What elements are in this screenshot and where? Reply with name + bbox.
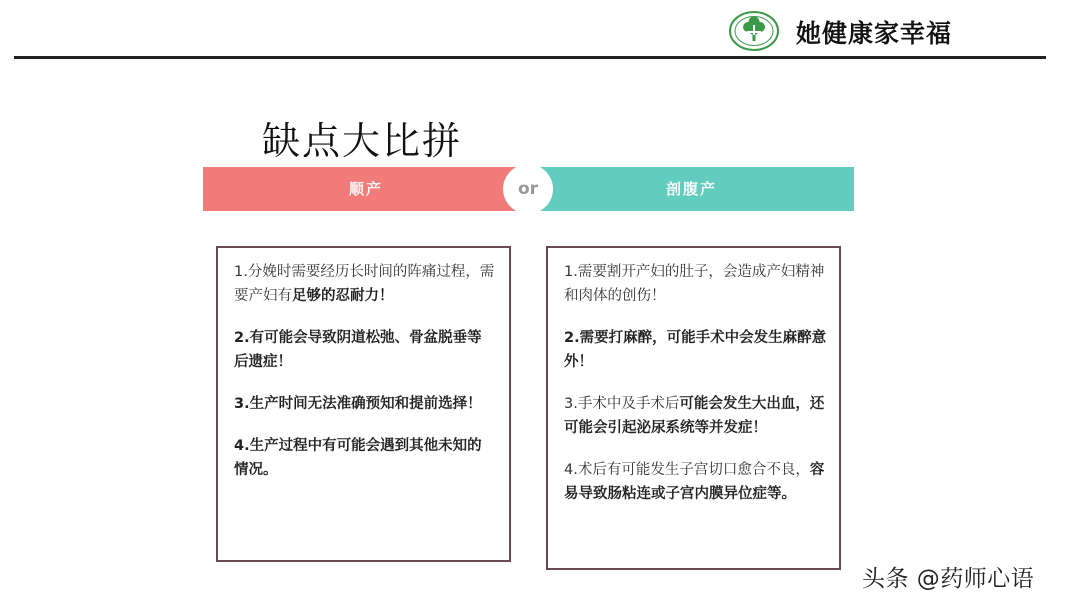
item-emphasis: 4.生产过程中有可能会遇到其他未知的情况。 <box>234 438 482 478</box>
header-title: 她健康家幸福 <box>796 19 953 48</box>
item-text: 1.需要割开产妇的肚子，会造成产妇精神和肉体的创伤！ <box>564 264 825 304</box>
item-emphasis: 2.有可能会导致阴道松弛、骨盆脱垂等后遗症！ <box>234 330 482 370</box>
vaginal-birth-banner <box>203 167 529 211</box>
list-item <box>234 392 495 416</box>
item-emphasis: 容易导致肠粘连或子宫内膜异位症等。 <box>564 462 825 502</box>
item-emphasis: 3.生产时间无法准确预知和提前选择！ <box>234 396 482 412</box>
list-item <box>234 326 495 374</box>
list-item <box>564 458 827 506</box>
source-watermark: 头条 @药师心语 <box>862 566 1035 592</box>
list-item <box>564 326 827 374</box>
item-text: 1.分娩时需要经历长时间的阵痛过程，需要产妇有 <box>234 264 495 304</box>
page-title: 缺点大比拼 <box>262 119 463 163</box>
item-emphasis: 2.需要打麻醉，可能手术中会发生麻醉意外！ <box>564 330 827 370</box>
list-item <box>564 260 827 308</box>
item-text: 3.手术中及手术后 <box>564 396 680 412</box>
vaginal-birth-drawbacks-panel <box>216 246 511 562</box>
list-item <box>234 260 495 308</box>
cesarean-drawbacks-panel <box>546 246 841 570</box>
list-item <box>564 392 827 440</box>
cesarean-label: 剖腹产 <box>665 180 717 198</box>
item-emphasis: 可能会发生大出血，还可能会引起泌尿系统等并发症！ <box>564 396 825 436</box>
logo-icon <box>728 10 780 52</box>
item-text: 4.术后有可能发生子宫切口愈合不良， <box>564 462 810 478</box>
or-divider-badge: or <box>503 164 553 214</box>
cesarean-banner <box>529 167 854 211</box>
list-item <box>234 434 495 482</box>
item-emphasis: 足够的忍耐力！ <box>292 288 394 304</box>
vaginal-birth-label: 顺产 <box>348 180 383 198</box>
header-divider <box>14 56 1046 59</box>
